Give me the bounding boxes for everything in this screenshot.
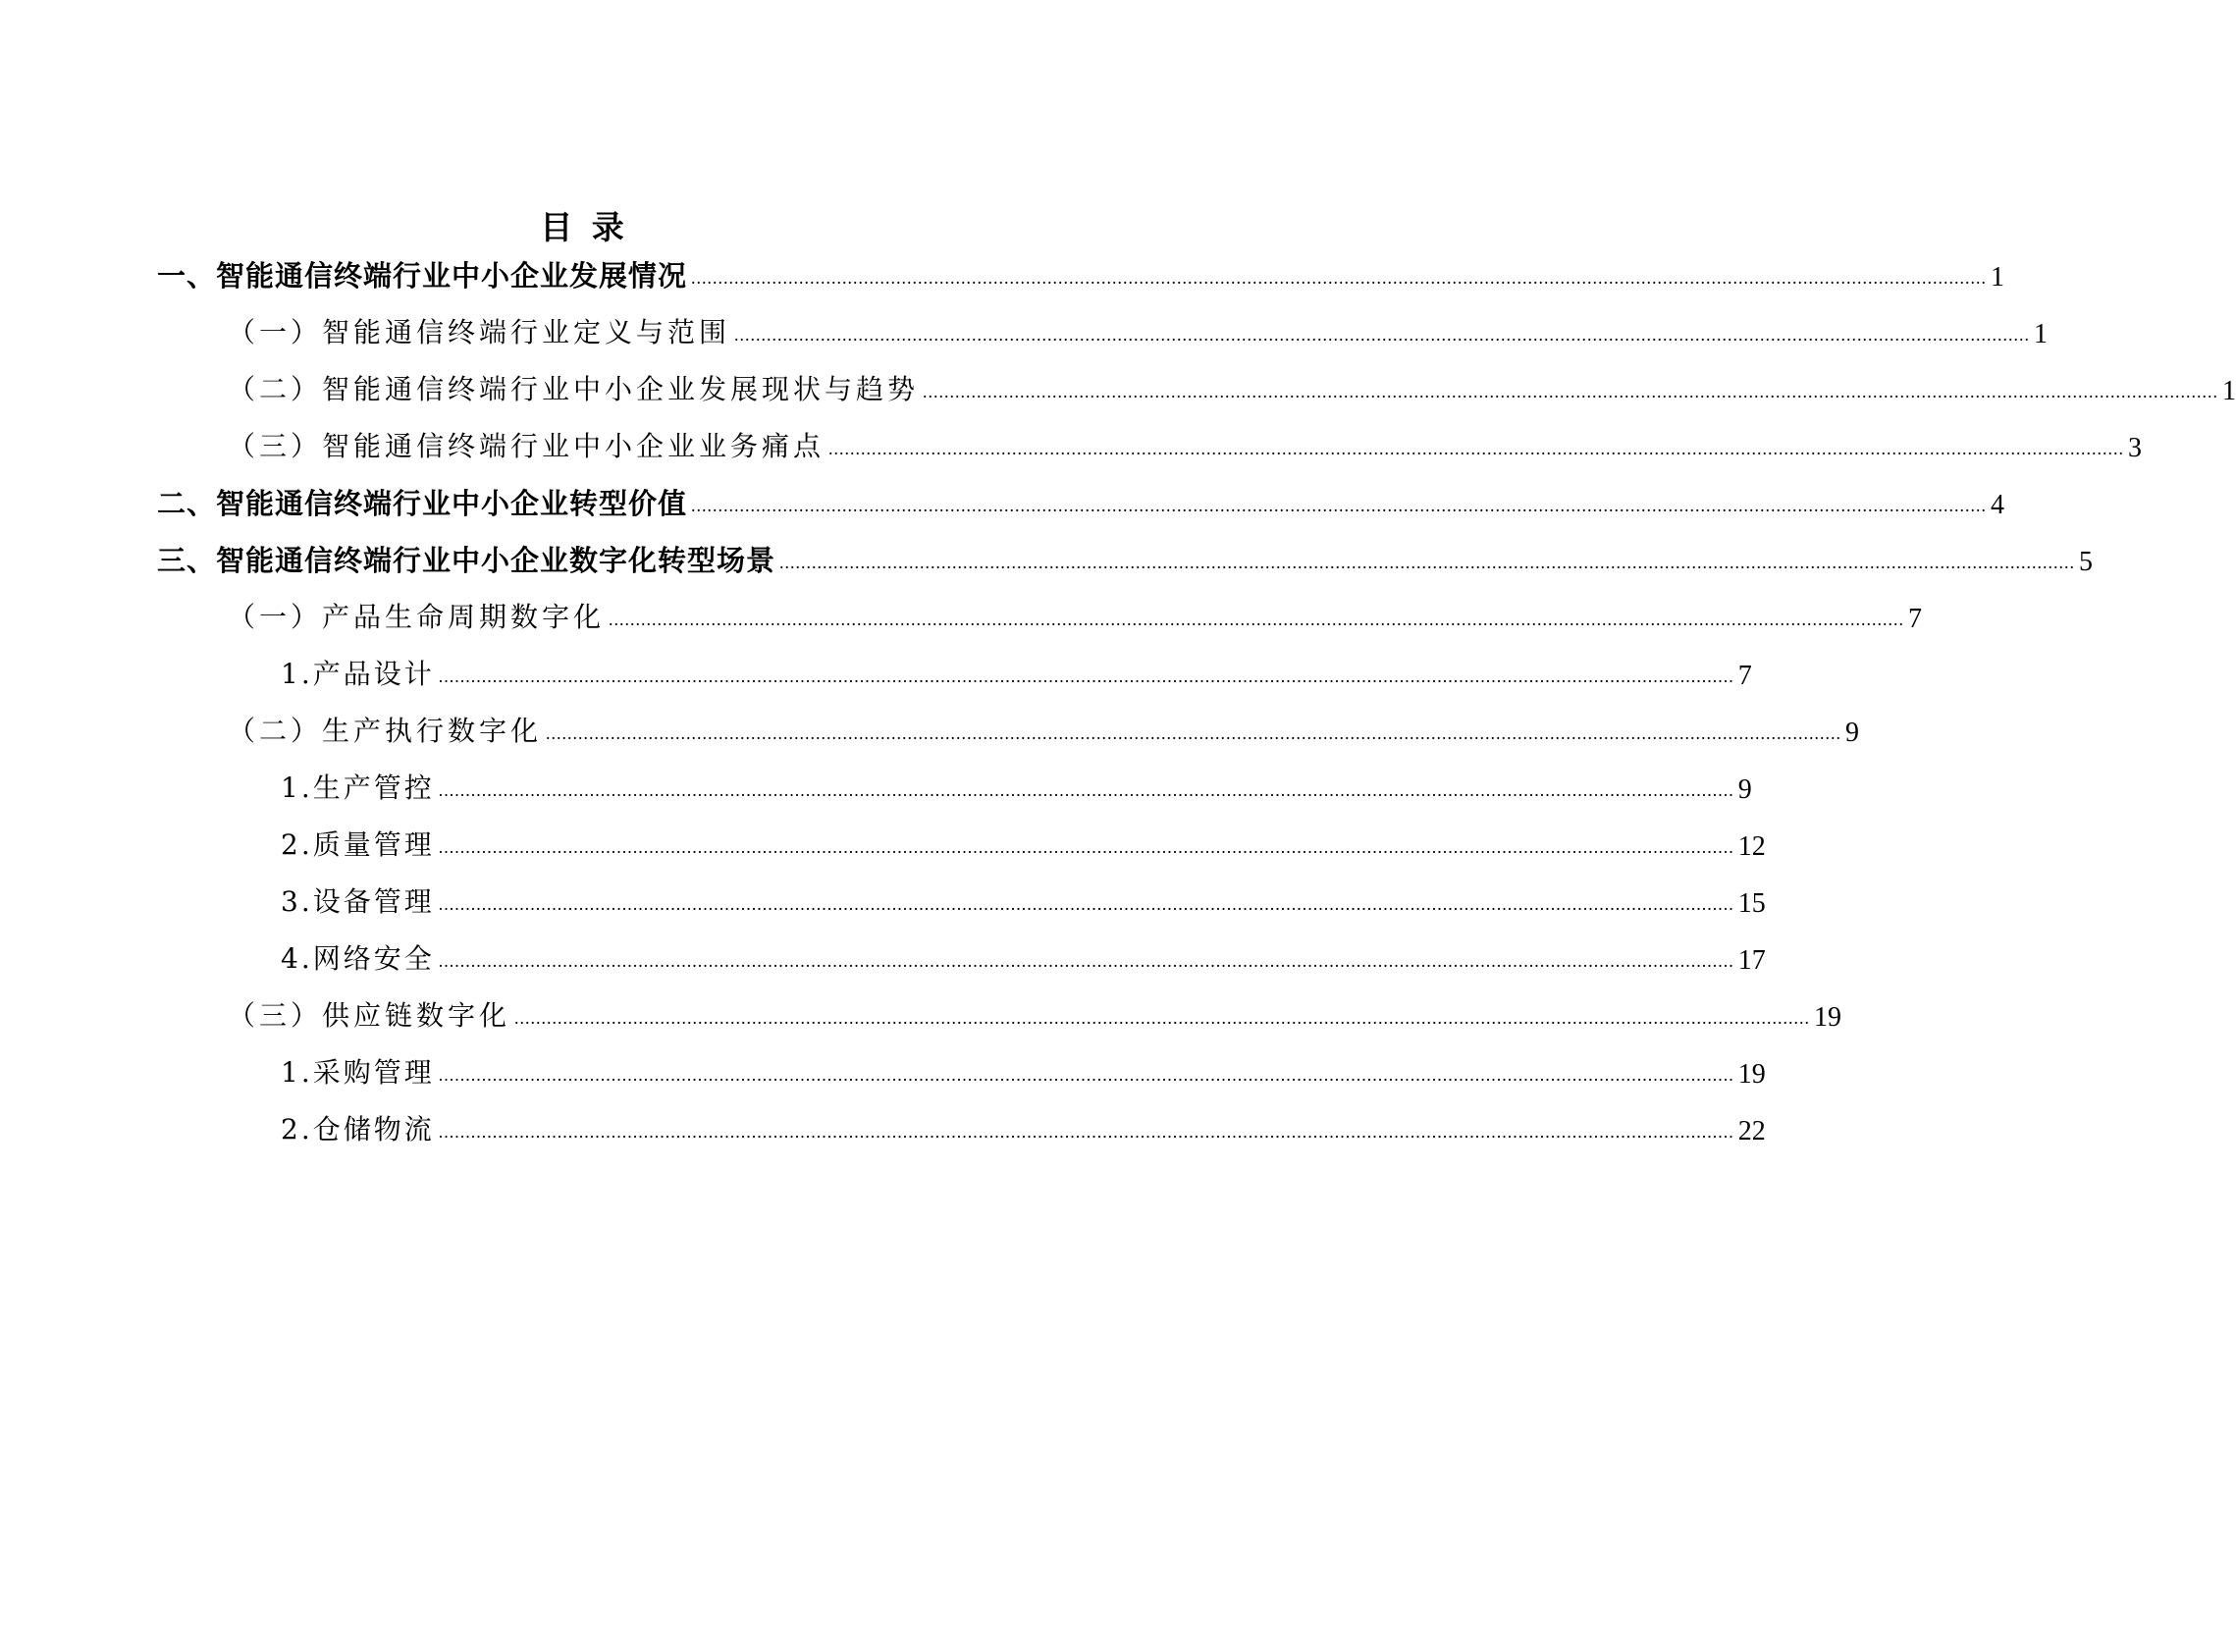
toc-entry-page: 15: [1737, 888, 1766, 919]
dot-leader: ................................................................................................................................................................................................................................................: [438, 666, 1734, 686]
toc-entry[interactable]: [228, 707, 1860, 750]
dot-leader: ................................................................................................................................................................................................................................................: [691, 496, 1988, 515]
toc-entry[interactable]: [157, 251, 2005, 294]
toc-entry-title: 三、智能通信终端行业中小企业数字化转型场景: [157, 544, 776, 577]
toc-entry-page: 22: [1737, 1116, 1766, 1146]
toc-entry-page: 12: [1737, 831, 1766, 862]
toc-entry-title: （三）智能通信终端行业中小企业业务痛点: [228, 430, 825, 462]
toc-entry-page: 9: [1845, 718, 1860, 748]
toc-title: 目 录: [540, 208, 628, 246]
toc-entry-page: 1: [2034, 319, 2049, 349]
toc-entry-title: （二）生产执行数字化: [228, 715, 543, 747]
toc-entry-page: 19: [1814, 1002, 1842, 1033]
toc-entry-title: 1.采购管理: [281, 1056, 435, 1089]
toc-entry-title: 4.网络安全: [281, 942, 435, 975]
toc-entry-title: （一）智能通信终端行业定义与范围: [228, 316, 731, 348]
toc-entry[interactable]: [281, 1105, 1766, 1148]
toc-entry[interactable]: [281, 878, 1766, 921]
toc-entry-page: 7: [1908, 604, 1923, 634]
toc-entry[interactable]: [157, 536, 2094, 579]
toc-entry-page: 9: [1737, 774, 1752, 805]
toc-entry[interactable]: [281, 821, 1766, 864]
dot-leader: ................................................................................................................................................................................................................................................: [546, 723, 1842, 743]
toc-entry-page: 1: [2222, 376, 2236, 406]
toc-entry-page: 5: [2079, 547, 2094, 577]
toc-entry-page: 4: [1991, 490, 2005, 520]
toc-entry-title: （二）智能通信终端行业中小企业发展现状与趋势: [228, 373, 920, 405]
toc-entry-page: 7: [1737, 661, 1752, 691]
toc-entry-title: （三）供应链数字化: [228, 999, 511, 1032]
toc-entry[interactable]: [228, 365, 2236, 408]
toc-entry[interactable]: [228, 422, 2143, 465]
dot-leader: ................................................................................................................................................................................................................................................: [734, 325, 2031, 345]
toc-entry[interactable]: [228, 593, 1923, 636]
toc-entry-title: 1.生产管控: [281, 772, 435, 804]
dot-leader: ................................................................................................................................................................................................................................................: [691, 268, 1988, 288]
dot-leader: ................................................................................................................................................................................................................................................: [923, 382, 2219, 401]
toc-entry-title: 1.产品设计: [281, 658, 435, 690]
toc-entry-page: 19: [1737, 1059, 1766, 1090]
dot-leader: ................................................................................................................................................................................................................................................: [438, 894, 1734, 914]
dot-leader: ................................................................................................................................................................................................................................................: [828, 439, 2125, 458]
dot-leader: ................................................................................................................................................................................................................................................: [438, 1122, 1734, 1142]
toc-entry-title: 3.设备管理: [281, 885, 435, 918]
toc-entry[interactable]: [228, 308, 2049, 351]
dot-leader: ................................................................................................................................................................................................................................................: [779, 553, 2076, 572]
dot-leader: ................................................................................................................................................................................................................................................: [609, 610, 1905, 629]
dot-leader: ................................................................................................................................................................................................................................................: [438, 780, 1734, 800]
toc-entry-page: 3: [2128, 433, 2143, 463]
dot-leader: ................................................................................................................................................................................................................................................: [514, 1008, 1811, 1028]
dot-leader: ................................................................................................................................................................................................................................................: [438, 951, 1734, 971]
toc-entry-title: （一）产品生命周期数字化: [228, 601, 606, 633]
toc-entry-title: 一、智能通信终端行业中小企业发展情况: [157, 259, 688, 293]
toc-entry[interactable]: [281, 764, 1752, 807]
toc-entry-title: 2.仓储物流: [281, 1113, 435, 1146]
toc-entry-title: 二、智能通信终端行业中小企业转型价值: [157, 487, 688, 520]
toc-entry[interactable]: [157, 479, 2005, 522]
toc-entry[interactable]: [281, 934, 1766, 978]
dot-leader: ................................................................................................................................................................................................................................................: [438, 837, 1734, 857]
toc-entry-title: 2.质量管理: [281, 828, 435, 861]
dot-leader: ................................................................................................................................................................................................................................................: [438, 1065, 1734, 1085]
toc-entry[interactable]: [281, 1048, 1766, 1092]
toc-entry-page: 17: [1737, 945, 1766, 976]
toc-entry[interactable]: [281, 650, 1752, 693]
toc-entry[interactable]: [228, 991, 1842, 1035]
toc-entry-page: 1: [1991, 262, 2005, 293]
